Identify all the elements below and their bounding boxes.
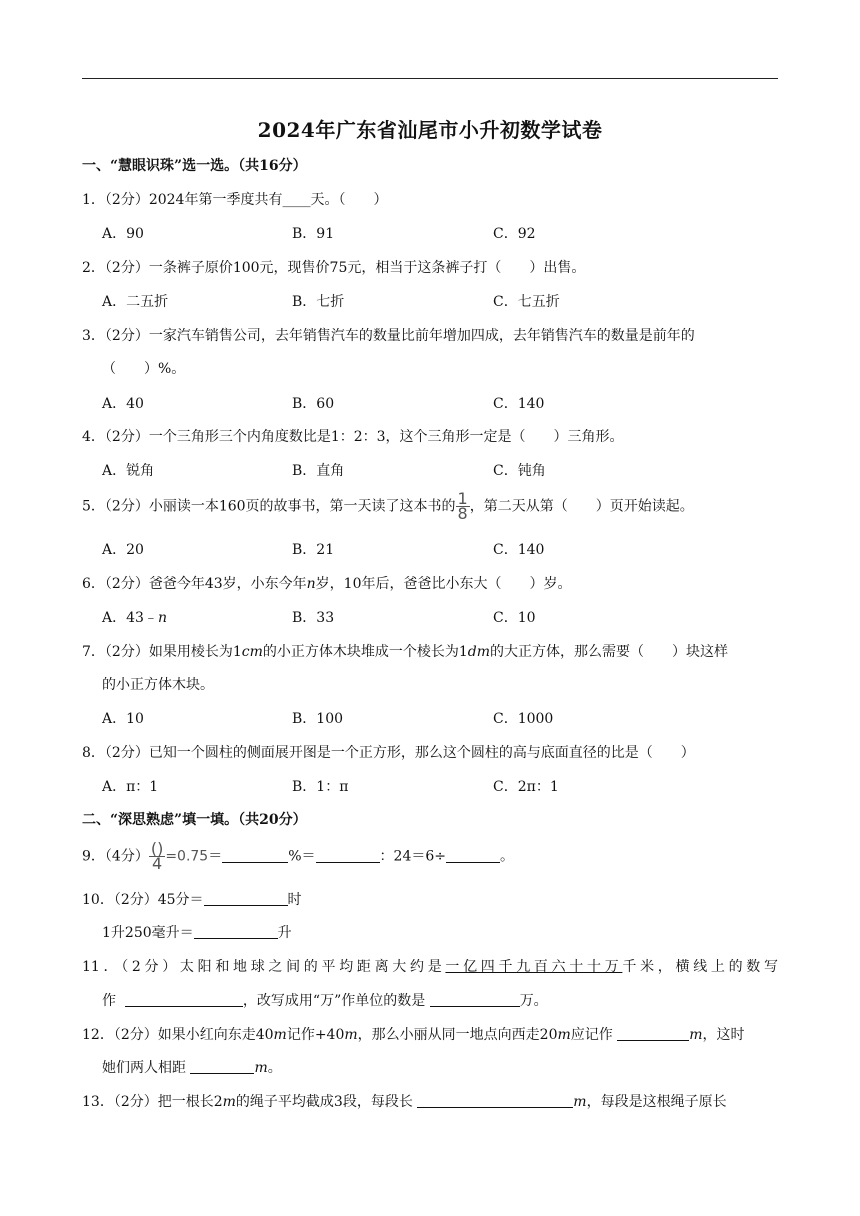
question-2: 2．（2分）一条裤子原价100元，现售价75元，相当于这条裤子打（ ）出售。 [82, 260, 586, 276]
q5-option-c: C．140 [493, 542, 545, 558]
q9-fraction-denominator: 4 [151, 854, 163, 873]
q12-l2-a: 她们两人相距 [102, 1060, 186, 1076]
q12-text-1: 12．（2分）如果小红向东走40 [82, 1027, 274, 1043]
q7-option-c: C．1000 [493, 711, 554, 727]
q7-option-b: B．100 [292, 711, 344, 727]
q9-blank-2 [316, 848, 380, 863]
q1-option-a: A．90 [102, 226, 144, 242]
q4-option-a: A．锐角 [102, 463, 155, 479]
section-heading-2: 二、“深思熟虑”填一填。（共20分） [82, 812, 307, 828]
q9-blank-1 [222, 848, 288, 863]
q10-line1-pre: 10．（2分）45分＝ [82, 892, 204, 908]
q9-equation: =0.75 [165, 848, 209, 865]
q12-unit-1: m [273, 1027, 287, 1043]
q11-l2-b: ，改写成用“万”作单位的数是 [242, 993, 426, 1009]
q8-option-a: A．π：1 [102, 779, 159, 795]
q13-text-3: ，每段是这根绳子原长 [586, 1094, 727, 1110]
q11-text-pre: 11．（2分）太阳和地球之间的平均距离大约是 [82, 959, 446, 975]
q11-blank-2 [430, 992, 520, 1007]
q5-text-pre: 5．（2分）小丽读一本160页的故事书，第一天读了这本书的 [82, 498, 456, 515]
q1-option-b: B．91 [292, 226, 335, 242]
q7-text-2: 的小正方体木块堆成一个棱长为1 [262, 644, 468, 660]
q12-text-2: 记作+40 [286, 1027, 345, 1043]
q9-eq-2: %＝ [288, 848, 316, 865]
question-8: 8．（2分）已知一个圆柱的侧面展开图是一个正方形，那么这个圆柱的高与底面直径的比是（ ） [82, 745, 695, 761]
question-7-cont: 的小正方体木块。 [102, 677, 214, 693]
q7-unit-dm: dm [467, 644, 491, 660]
q4-option-b: B．直角 [292, 463, 345, 479]
q5-option-b: B．21 [292, 542, 335, 558]
q7-option-a: A．10 [102, 711, 144, 727]
q9-eq-3: ：24＝6÷ [379, 848, 446, 865]
question-10 [82, 889, 302, 909]
question-3: 3．（2分）一家汽车销售公司，去年销售汽车的数量比前年增加四成，去年销售汽车的数量是前年的 [82, 328, 695, 344]
q6-variable: n [306, 576, 316, 592]
q5-fraction-denominator: 8 [457, 504, 468, 523]
question-13 [82, 1091, 727, 1111]
q7-text-3: 的大正方体，那么需要（ ）块这样 [490, 644, 729, 660]
question-9 [82, 839, 514, 873]
q13-unit-2: m [573, 1094, 587, 1110]
q10-line1-post: 时 [287, 892, 302, 908]
q5-text-post: ，第二天从第（ ）页开始读起。 [469, 498, 694, 515]
q10-blank-1 [204, 891, 288, 906]
q6-text-post: 岁，10年后，爸爸比小东大（ ）岁。 [315, 576, 572, 592]
q12-unit-3: m [557, 1027, 571, 1043]
q9-fraction-numerator: () [150, 839, 164, 858]
q8-option-b: B．1：π [292, 779, 349, 795]
q12-l2-b: 。 [267, 1060, 282, 1076]
q13-text-2: 的绳子平均截成3段，每段长 [235, 1094, 413, 1110]
q6-text-pre: 6．（2分）爸爸今年43岁，小东今年 [82, 576, 307, 592]
q10-line2-pre: 1升250毫升＝ [102, 925, 194, 941]
question-11 [82, 956, 778, 976]
q8-option-c: C．2π：1 [493, 779, 559, 795]
q5-fraction-numerator: 1 [457, 489, 468, 508]
question-4: 4．（2分）一个三角形三个内角度数比是1：2：3，这个三角形一定是（ ）三角形。 [82, 429, 624, 445]
q1-option-c: C．92 [493, 226, 536, 242]
q11-text-post: 千米，横线上的数写 [622, 959, 778, 975]
q7-text-1: 7．（2分）如果用棱长为1 [82, 644, 242, 660]
q12-unit-2: m [344, 1027, 358, 1043]
q3-option-a: A．40 [102, 396, 144, 412]
q6-option-b: B．33 [292, 610, 335, 626]
q2-option-b: B．七折 [292, 294, 345, 310]
question-7 [82, 641, 728, 661]
question-10-cont [102, 922, 292, 942]
q13-unit-1: m [222, 1094, 236, 1110]
question-1: 1．（2分）2024年第一季度共有____天。（ ） [82, 192, 388, 208]
q11-l2-a: 作 [102, 993, 116, 1009]
q11-l2-c: 万。 [519, 993, 548, 1009]
q7-unit-cm: cm [241, 644, 263, 660]
q13-blank-1 [417, 1093, 573, 1108]
q9-text-pre: 9．（4分） [82, 848, 149, 865]
q3-option-b: B．60 [292, 396, 335, 412]
q6-option-c: C．10 [493, 610, 536, 626]
q5-fraction [456, 489, 470, 523]
q12-blank-2 [190, 1059, 254, 1074]
q12-text-5: ，这时 [702, 1027, 745, 1043]
q9-blank-3 [446, 848, 500, 863]
q6-option-a [102, 607, 167, 627]
question-12 [82, 1024, 745, 1044]
question-6 [82, 573, 572, 593]
q2-option-a: A．二五折 [102, 294, 169, 310]
q2-option-c: C．七五折 [493, 294, 560, 310]
page-title: 2024年广东省汕尾市小升初数学试卷 [257, 118, 603, 142]
question-5 [82, 489, 694, 523]
q9-eq-1: ＝ [208, 848, 223, 865]
q11-underlined-number: 一亿四千九百六十十万 [445, 959, 623, 975]
q6-option-a-text: A．43﹣ [102, 610, 158, 626]
q3-option-c: C．140 [493, 396, 545, 412]
q12-unit-4: m [689, 1027, 703, 1043]
question-12-cont [102, 1057, 282, 1077]
q12-text-4: 应记作 [570, 1027, 613, 1043]
q9-end: 。 [499, 848, 514, 865]
q11-blank-1 [125, 992, 243, 1007]
q13-text-1: 13．（2分）把一根长2 [82, 1094, 223, 1110]
q10-line2-post: 升 [277, 925, 292, 941]
q12-l2-unit: m [254, 1060, 268, 1076]
q12-blank-1 [617, 1026, 689, 1041]
q4-option-c: C．钝角 [493, 463, 546, 479]
header-rule [82, 78, 778, 79]
question-3-cont: （ ）%。 [102, 361, 186, 377]
q9-fraction [149, 839, 165, 873]
q10-blank-2 [194, 924, 278, 939]
section-heading: 一、“慧眼识珠”选一选。（共16分） [82, 158, 307, 174]
q6-option-a-var: n [157, 610, 167, 626]
q12-text-3: ，那么小丽从同一地点向西走20 [357, 1027, 558, 1043]
q5-option-a: A．20 [102, 542, 144, 558]
question-11-cont [102, 990, 548, 1010]
